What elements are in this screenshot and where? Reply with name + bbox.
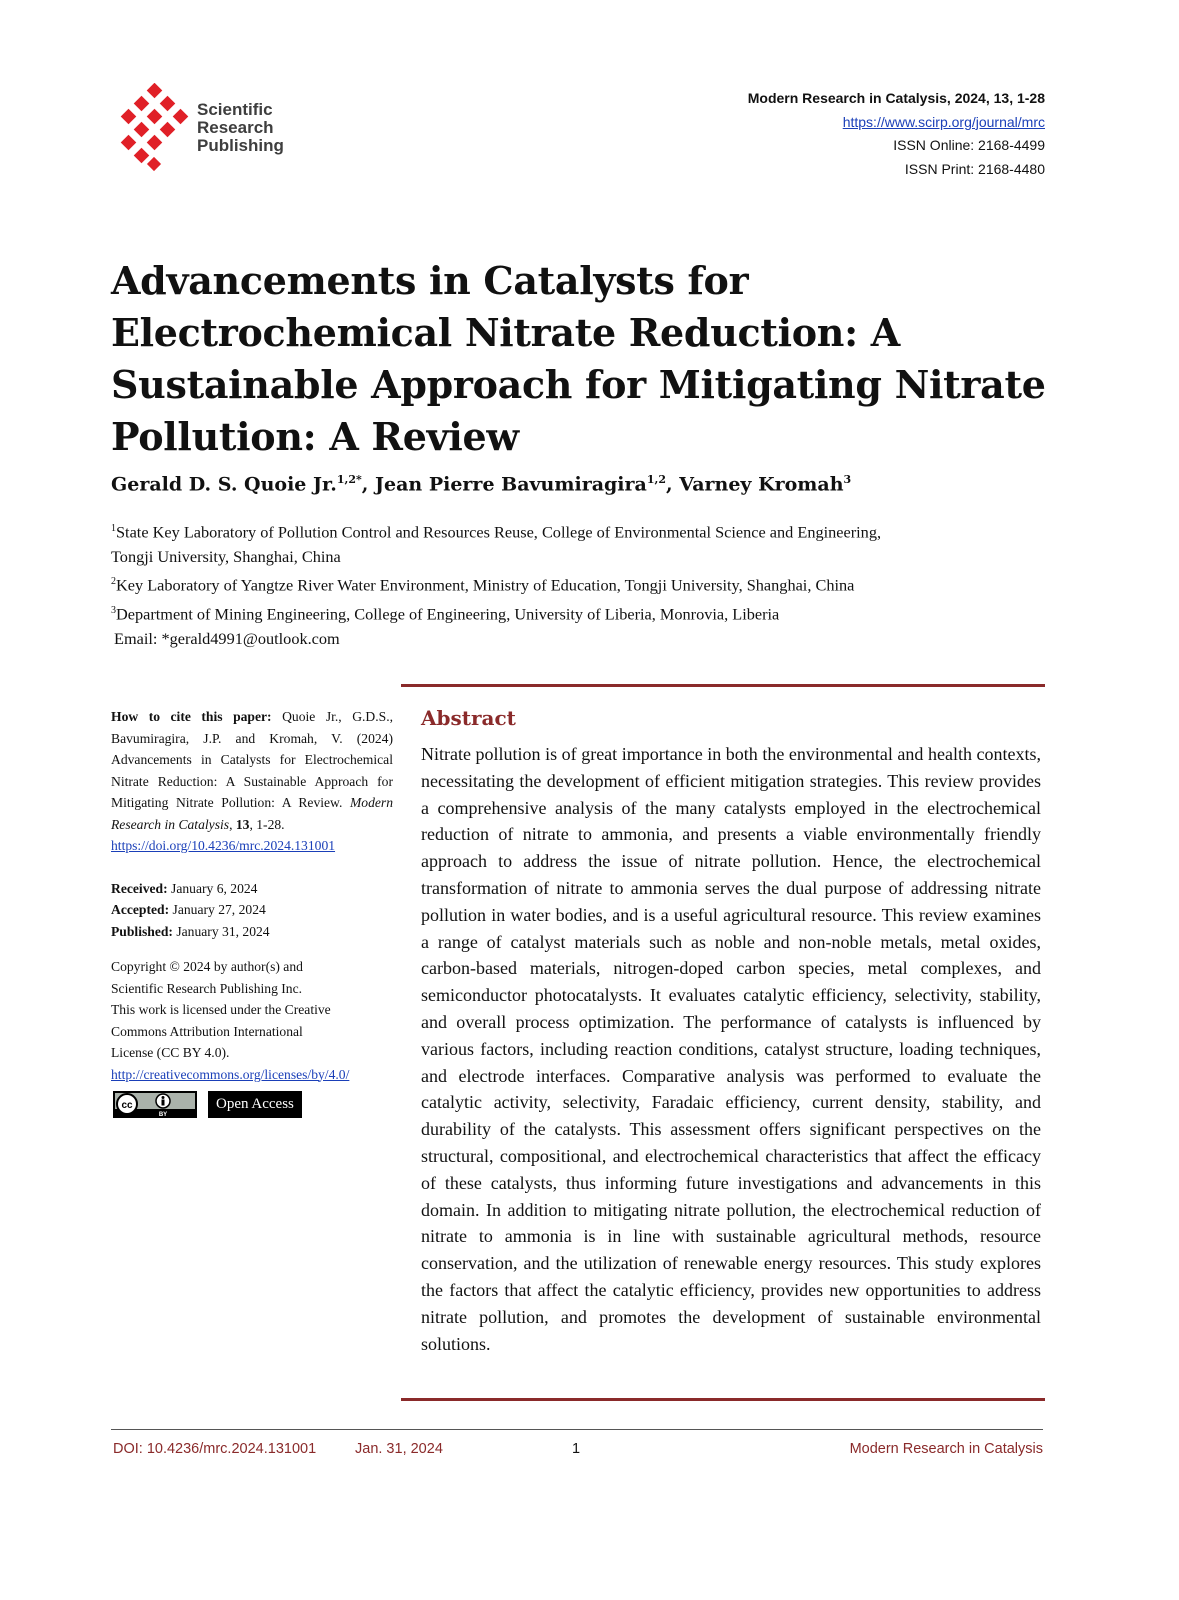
cite-separator: ,	[229, 816, 236, 832]
author-affiliation-marker: 1,2*	[336, 473, 362, 486]
paper-title: Advancements in Catalysts for Electrochemical Nitrate Reduction: A Sustainable Approach for Mitigating Nitrate Pollution: A Review	[111, 258, 1046, 459]
cite-journal: Modern Research in Catalysis	[111, 795, 393, 832]
journal-url-link[interactable]: https://www.scirp.org/journal/mrc	[842, 113, 1045, 130]
published-value: January 31, 2024	[172, 923, 270, 939]
affiliation-1	[111, 516, 1011, 544]
cite-label: How to cite this paper:	[111, 709, 272, 724]
article-dates	[111, 878, 393, 943]
accepted-label: Accepted:	[111, 902, 170, 917]
author-list	[111, 466, 851, 498]
published-date	[111, 921, 393, 943]
affiliations	[111, 516, 1011, 651]
author-name: Gerald D. S. Quoie Jr.	[111, 473, 337, 496]
publisher-logo-mark-icon	[113, 83, 193, 173]
cite-volume: 13	[235, 816, 250, 832]
author-name: , Varney Kromah	[665, 473, 844, 496]
logo-line-2: Research	[197, 118, 274, 137]
abstract-bottom-rule	[401, 1398, 1045, 1401]
cc-by-license-icon[interactable]	[113, 1091, 197, 1118]
logo-line-1: Scientific	[197, 100, 273, 119]
abstract-top-rule	[401, 684, 1045, 687]
issn-print: ISSN Print: 2168-4480	[904, 160, 1045, 177]
copyright-line: Scientific Research Publishing Inc.	[111, 980, 303, 996]
license-link[interactable]: http://creativecommons.org/licenses/by/4.0/	[111, 1066, 350, 1082]
journal-citation: Modern Research in Catalysis, 2024, 13, 1-28	[747, 90, 1045, 106]
accepted-date	[111, 899, 393, 921]
footer-rule	[111, 1429, 1043, 1430]
footer-journal-name: Modern Research in Catalysis	[849, 1441, 1043, 1457]
page-number: 1	[572, 1441, 581, 1457]
doi-link[interactable]: https://doi.org/10.4236/mrc.2024.131001	[111, 838, 336, 853]
received-label: Received:	[111, 880, 168, 896]
accepted-value: January 27, 2024	[169, 902, 266, 917]
how-to-cite	[111, 706, 393, 835]
author-affiliation-marker: 1,2	[646, 473, 666, 486]
cite-text: Quoie Jr., G.D.S., Bavumiragira, J.P. and Kromah, V. (2024) Advancements in Catalysts for Electrochemical Nitrate Reduction: A Sustainable Approach for Mitigating Nitrate Pollution: A Review.	[111, 709, 393, 810]
license-line: This work is licensed under the Creative	[111, 1002, 331, 1017]
publisher-logo	[113, 83, 303, 173]
license-line: License (CC BY 4.0).	[111, 1045, 230, 1060]
received-value: January 6, 2024	[167, 880, 258, 896]
affiliation-number: 2	[111, 576, 116, 588]
abstract-heading: Abstract	[421, 706, 516, 730]
license-line: Commons Attribution International	[111, 1023, 303, 1039]
author-name: , Jean Pierre Bavumiragira	[361, 473, 647, 496]
affiliation-3	[111, 598, 1011, 626]
affiliation-2	[111, 569, 1011, 597]
cc-badge-label: BY	[158, 1112, 168, 1118]
svg-text:cc: cc	[121, 1100, 133, 1111]
affiliation-1-continued: Tongji University, Shanghai, China	[111, 547, 341, 567]
abstract-body: Nitrate pollution is of great importance in both the environmental and health contexts, necessitating the development of efficient mitigation strategies. This review provides a comprehensive analysis of the many catalysts employed in the electrochemical reduction of nitrate to ammonia, and presents a viable environmentally friendly approach to address the issue of nitrate pollution. Hence, the electrochemical transformation of nitrate to ammonia serves the dual purpose of addressing nitrate pollution in water bodies, and is a useful agricultural resource. This review examines a range of catalyst materials such as noble and non-noble metals, metal oxides, carbon-based materials, nitrogen-doped carbon species, metal complexes, and semiconductor photocatalysts. It evaluates catalytic efficiency, selectivity, stability, and overall process optimization. The performance of catalysts is influenced by various factors, including reaction conditions, catalyst structure, loading techniques, and electrode interfaces. Comparative analysis was performed to evaluate the catalytic activity, selectivity, Faradaic efficiency, current density, stability, and durability of the catalysts. This assessment offers significant perspectives on the structural, compositional, and electrochemical characteristics that affect the efficacy of these catalysts, thus informing future investigations and advancements in this domain. In addition to mitigating nitrate pollution, the electrochemical reduction of nitrate to ammonia is in line with sustainable agricultural methods, resource conservation, and the utilization of renewable energy resources. This study explores the factors that affect the catalytic efficiency, provides new opportunities to address nitrate pollution, and promotes the development of sustainable environmental solutions.	[421, 744, 1041, 1354]
author-affiliation-marker: 3	[843, 473, 852, 486]
publisher-logo-text	[197, 101, 284, 155]
affiliation-text: Department of Mining Engineering, College of Engineering, University of Liberia, Monrovia, Liberia	[116, 604, 780, 624]
open-access-badge: Open Access	[208, 1091, 302, 1118]
license-badges	[111, 1089, 393, 1119]
affiliation-number: 3	[111, 604, 116, 616]
copyright-notice	[111, 956, 393, 1085]
copyright-line: Copyright © 2024 by author(s) and	[111, 959, 303, 974]
logo-line-3: Publishing	[197, 136, 284, 155]
published-label: Published:	[111, 923, 173, 939]
received-date	[111, 878, 393, 900]
corresponding-email: Email: *gerald4991@outlook.com	[114, 629, 340, 649]
article-info-sidebar	[111, 706, 393, 1119]
journal-info	[748, 87, 1045, 181]
footer-date: Jan. 31, 2024	[355, 1441, 443, 1457]
footer-doi: DOI: 10.4236/mrc.2024.131001	[113, 1441, 317, 1457]
affiliation-text: Key Laboratory of Yangtze River Water Environment, Ministry of Education, Tongji University, Shanghai, China	[116, 575, 855, 595]
affiliation-number: 1	[111, 523, 116, 534]
issn-online: ISSN Online: 2168-4499	[893, 137, 1045, 153]
affiliation-text: State Key Laboratory of Pollution Control and Resources Reuse, College of Environmental Science and Engineering,	[116, 522, 882, 542]
cite-pages: , 1-28.	[249, 816, 285, 832]
